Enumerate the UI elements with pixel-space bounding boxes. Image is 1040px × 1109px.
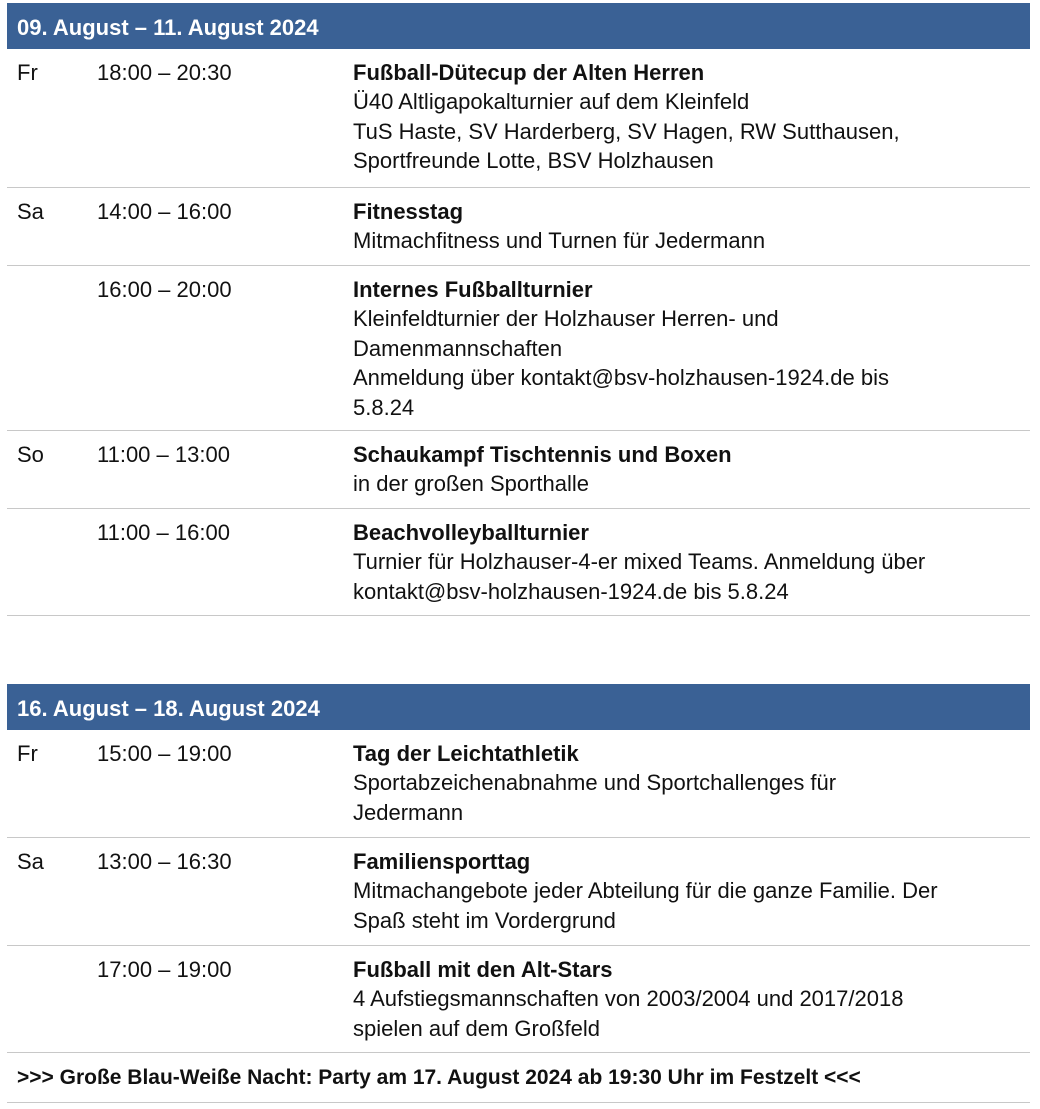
event-time: 14:00 – 16:00 [97, 199, 232, 224]
schedule-section-2 [7, 684, 1030, 1053]
event-description-line: spielen auf dem Großfeld [353, 1015, 601, 1041]
event-row [7, 431, 1030, 509]
event-time: 11:00 – 13:00 [97, 442, 230, 467]
event-description-line: Anmeldung über kontakt@bsv-holzhausen-1924.de bis [353, 365, 890, 391]
schedule-section-1 [7, 3, 1030, 616]
event-description-line: Turnier für Holzhauser-4-er mixed Teams. Anmeldung über [353, 549, 926, 575]
event-row [7, 946, 1030, 1053]
event-title: Beachvolleyballturnier [353, 520, 589, 545]
event-content [353, 739, 1030, 827]
event-content [353, 518, 1030, 606]
event-time: 11:00 – 16:00 [97, 520, 230, 545]
event-row [7, 838, 1030, 946]
event-content [353, 847, 1030, 935]
event-description-line: TuS Haste, SV Harderberg, SV Hagen, RW Sutthausen, [353, 118, 900, 144]
event-title: Familiensporttag [353, 849, 531, 874]
event-row [7, 509, 1030, 616]
event-description-line: Mitmachangebote jeder Abteilung für die ganze Familie. Der [353, 878, 938, 904]
event-title: Schaukampf Tischtennis und Boxen [353, 442, 732, 467]
event-description-line: Damenmannschaften [353, 335, 563, 361]
event-title: Internes Fußballturnier [353, 277, 593, 302]
event-row [7, 49, 1030, 188]
event-time: 18:00 – 20:30 [97, 60, 232, 85]
event-description-line: kontakt@bsv-holzhausen-1924.de bis 5.8.24 [353, 578, 789, 604]
event-day: Fr [17, 60, 38, 85]
event-title: Fußball mit den Alt-Stars [353, 957, 613, 982]
event-title: Tag der Leichtathletik [353, 741, 579, 766]
event-title: Fußball-Dütecup der Alten Herren [353, 60, 705, 85]
event-description-line: Jedermann [353, 799, 464, 825]
event-day: Sa [17, 199, 44, 224]
event-content [353, 58, 1030, 176]
event-time: 13:00 – 16:30 [97, 849, 232, 874]
event-description-line: Sportfreunde Lotte, BSV Holzhausen [353, 148, 714, 174]
event-row [7, 266, 1030, 431]
event-row [7, 730, 1030, 838]
event-content [353, 275, 1030, 422]
event-content [353, 197, 1030, 256]
event-time: 17:00 – 19:00 [97, 957, 232, 982]
event-time: 16:00 – 20:00 [97, 277, 232, 302]
event-time: 15:00 – 19:00 [97, 741, 232, 766]
event-day: Sa [17, 849, 44, 874]
party-banner: >>> Große Blau-Weiße Nacht: Party am 17. August 2024 ab 19:30 Uhr im Festzelt <<< [7, 1053, 1030, 1103]
event-day: So [17, 442, 44, 467]
event-content [353, 440, 1030, 499]
section-header: 09. August – 11. August 2024 [7, 3, 1030, 49]
event-day: Fr [17, 741, 38, 766]
event-description-line: Mitmachfitness und Turnen für Jedermann [353, 228, 766, 254]
event-description-line: Sportabzeichenabnahme und Sportchallenges für [353, 770, 837, 796]
event-description-line: Ü40 Altligapokalturnier auf dem Kleinfeld [353, 89, 750, 115]
event-description-line: 5.8.24 [353, 394, 415, 420]
event-row [7, 188, 1030, 266]
event-content [353, 955, 1030, 1043]
event-description-line: in der großen Sporthalle [353, 471, 590, 497]
event-title: Fitnesstag [353, 199, 464, 224]
event-description-line: Spaß steht im Vordergrund [353, 907, 616, 933]
event-description-line: Kleinfeldturnier der Holzhauser Herren- und [353, 306, 779, 332]
section-header: 16. August – 18. August 2024 [7, 684, 1030, 730]
event-description-line: 4 Aufstiegsmannschaften von 2003/2004 und 2017/2018 [353, 986, 904, 1012]
